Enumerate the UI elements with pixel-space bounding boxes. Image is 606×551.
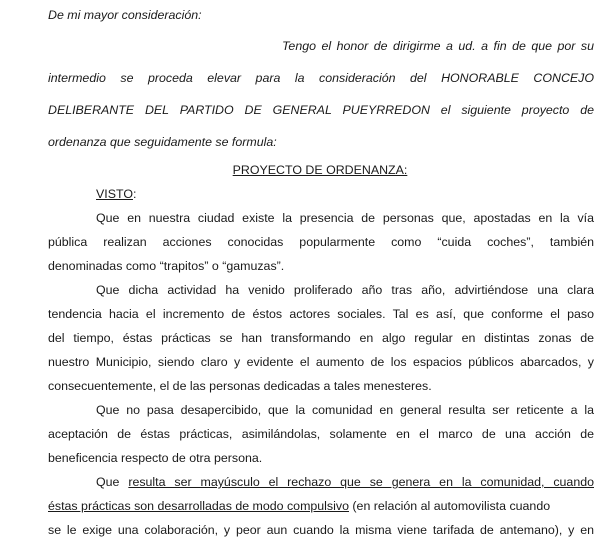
project-title: PROYECTO DE ORDENANZA: — [232, 163, 408, 177]
intro-line-3: DELIBERANTE DEL PARTIDO DE GENERAL PUEYRREDON el siguiente proyecto de — [48, 103, 594, 117]
visto-label: VISTO — [96, 187, 133, 201]
p2-line-4: nuestro Municipio, siendo claro y evidente el aumento de los espacios públicos abarcados, y — [48, 355, 594, 369]
p2-line-2: tendencia hacia el incremento de éstos actores sociales. Tal es así, que conforme el paso — [48, 307, 594, 321]
intro-line-4: ordenanza que seguidamente se formula: — [48, 135, 277, 149]
intro-line-2: intermedio se proceda elevar para la consideración del HONORABLE CONCEJO — [48, 71, 594, 85]
p4-line-2 — [48, 498, 550, 514]
p4-line-1-underlined: resulta ser mayúsculo el rechazo que se genera en la comunidad, cuando — [128, 475, 594, 489]
visto-heading — [96, 186, 136, 202]
p2-line-3: del tiempo, éstas prácticas se han transformando en algo regular en distintas zonas de — [48, 331, 594, 345]
p4-line-1 — [96, 474, 594, 490]
p3-line-2: aceptación de éstas prácticas, asimilándolas, solamente en el marco de una acción de — [48, 427, 594, 441]
salutation: De mi mayor consideración: — [48, 8, 202, 22]
p1-line-1: Que en nuestra ciudad existe la presencia de personas que, apostadas en la vía — [96, 211, 594, 225]
p4-line-2-plain: (en relación al automovilista cuando — [348, 499, 551, 513]
p3-line-1: Que no pasa desapercibido, que la comunidad en general resulta ser reticente a la — [96, 403, 594, 417]
p4-line-3: se le exige una colaboración, y peor aun cuando la misma viene tarifada de antemano), y en — [48, 523, 594, 537]
p1-line-3: denominadas como “trapitos” o “gamuzas”. — [48, 259, 285, 273]
p2-line-5: consecuentemente, el de las personas dedicadas a tales menesteres. — [48, 379, 432, 393]
p4-line-1-plain: Que — [96, 475, 129, 489]
p1-line-2: pública realizan acciones conocidas popularmente como “cuida coches”, también — [48, 235, 594, 249]
p4-line-2-underlined: éstas prácticas son desarrolladas de modo compulsivo — [48, 499, 349, 513]
visto-colon: : — [132, 187, 137, 201]
p3-line-3: beneficencia respecto de otra persona. — [48, 451, 263, 465]
intro-line-1: Tengo el honor de dirigirme a ud. a fin de que por su — [282, 39, 594, 53]
p2-line-1: Que dicha actividad ha venido proliferado año tras año, advirtiéndose una clara — [96, 283, 594, 297]
